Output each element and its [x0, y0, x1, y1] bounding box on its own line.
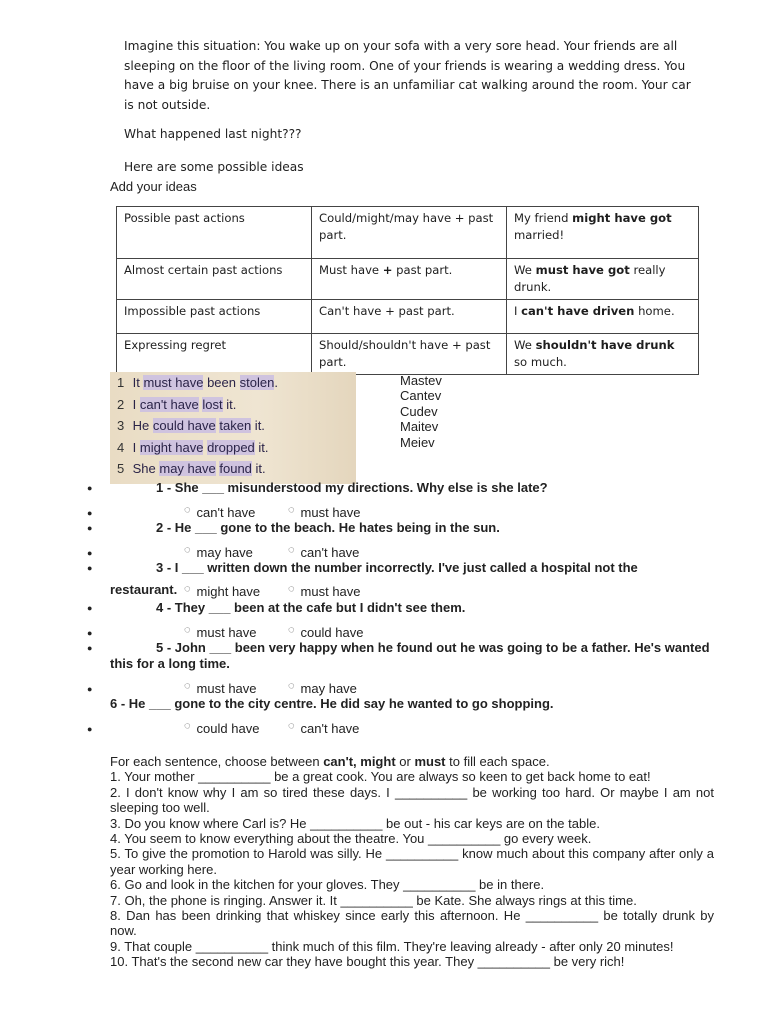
table-row [117, 300, 699, 334]
table-cell: Almost certain past actions [117, 259, 312, 300]
radio-icon: ◌ [184, 720, 191, 732]
exercise-item: 4. You seem to know everything about the theatre. You __________ go every week. [110, 831, 592, 847]
bullet-icon: ● [87, 643, 93, 653]
bullet-icon: ● [87, 483, 93, 493]
question-5: ● 5 - John ___ been very happy when he found out he was going to be a father. He's wanted this for a long time. [87, 640, 710, 671]
option-radio[interactable]: ◌ can't have [288, 544, 360, 560]
bullet-icon: ● [87, 563, 93, 573]
table-cell: We must have got really drunk. [507, 259, 699, 300]
table-cell: My friend might have got married! [507, 207, 699, 259]
example-line: 1 It must have been stolen. [117, 375, 278, 390]
bullet-icon: ● [87, 508, 93, 518]
exercise-item: 6. Go and look in the kitchen for your gloves. They __________ be in there. [110, 877, 545, 893]
ideas-heading: Here are some possible ideas [124, 160, 304, 174]
table-row [117, 259, 699, 300]
options-2 [87, 540, 720, 560]
options-4 [87, 620, 720, 640]
option-radio[interactable]: ◌ may have [184, 544, 253, 560]
option-radio[interactable]: ◌ can't have [288, 720, 360, 736]
radio-icon: ◌ [288, 680, 295, 692]
name-item: Meiev [400, 434, 435, 450]
radio-icon: ◌ [184, 544, 191, 556]
radio-icon: ◌ [184, 624, 191, 636]
exercise-item: 2. I don't know why I am so tired these days. I __________ be working too hard. Or maybe I am not sleeping too well. [110, 784, 714, 816]
bullet-icon: ● [87, 628, 93, 638]
exercise-item: 10. That's the second new car they have bought this year. They __________ be very rich! [110, 954, 625, 970]
radio-icon: ◌ [288, 583, 295, 595]
name-item: Mastev [400, 373, 442, 388]
option-radio[interactable]: ◌ may have [288, 680, 357, 696]
bullet-icon: ● [87, 523, 93, 533]
table-row [117, 334, 699, 375]
question-heading: What happened last night??? [124, 127, 302, 141]
radio-icon: ◌ [288, 504, 295, 516]
exercise-item: 7. Oh, the phone is ringing. Answer it. It __________ be Kate. She always rings at this time. [110, 892, 637, 908]
name-item: Maitev [400, 419, 439, 435]
radio-icon: ◌ [184, 680, 191, 692]
table-cell: Must have + past part. [312, 259, 507, 300]
option-radio[interactable]: ◌ must have [184, 624, 257, 640]
examples-image [110, 372, 356, 484]
table-cell: I can't have driven home. [507, 300, 699, 334]
table-cell: Impossible past actions [117, 300, 312, 334]
bullet-icon: ● [87, 724, 93, 734]
option-radio[interactable]: ◌ could have [288, 624, 364, 640]
table-row [117, 207, 699, 259]
bullet-icon: ● [87, 548, 93, 558]
option-radio[interactable]: ◌ must have [288, 504, 361, 520]
table-cell: We shouldn't have drunk so much. [507, 334, 699, 375]
exercise-item: 5. To give the promotion to Harold was silly. He __________ know much about this company after only a year working here. [110, 846, 714, 877]
example-line: 2 I can't have lost it. [117, 396, 237, 412]
bullet-icon: ● [87, 603, 93, 613]
options-5 [87, 676, 720, 696]
option-radio[interactable]: ◌ can't have [184, 504, 256, 520]
option-radio[interactable]: ◌ must have [288, 583, 361, 599]
modal-verbs-table [116, 206, 699, 375]
table-cell: Could/might/may have + past part. [312, 207, 507, 259]
table-cell: Expressing regret [117, 334, 312, 375]
names-list [400, 373, 442, 450]
question-6: 6 - He ___ gone to the city centre. He did say he wanted to go shopping. [110, 696, 554, 711]
example-line: 5 She may have found it. [117, 461, 266, 477]
option-radio[interactable]: ◌ might have [184, 583, 261, 599]
multiple-choice-list [87, 480, 720, 736]
exercise-item: 3. Do you know where Carl is? He __________ be out - his car keys are on the table. [110, 815, 600, 831]
table-cell: Possible past actions [117, 207, 312, 259]
option-radio[interactable]: ◌ could have [184, 720, 260, 736]
bullet-icon: ● [87, 684, 93, 694]
option-radio[interactable]: ◌ must have [184, 680, 257, 696]
exercise-item: 8. Dan has been drinking that whiskey since early this afternoon. He __________ be totally drunk by now. [110, 908, 714, 939]
radio-icon: ◌ [184, 504, 191, 516]
exercise-item: 9. That couple __________ think much of this film. They're leaving already - after only 20 minutes! [110, 938, 674, 954]
question-2: ● 2 - He ___ gone to the beach. He hates being in the sun. [87, 520, 500, 535]
options-6 [87, 716, 720, 736]
intro-paragraph: Imagine this situation: You wake up on your sofa with a very sore head. Your friends are all sleeping on the floor of the living room. One of your friends is wearing a wedding dress. You have a big bruise on your knee. There is an unfamiliar cat walking around the room. Your car is not outside. [124, 39, 691, 112]
fill-exercise [110, 754, 714, 970]
options-1 [87, 500, 720, 520]
example-line: 3 He could have taken it. [117, 418, 265, 434]
name-item: Cudev [400, 403, 438, 419]
table-cell: Should/shouldn't have + past part. [312, 334, 507, 375]
exercise-item: 1. Your mother __________ be a great cook. You are always so keen to get back home to eat! [110, 769, 651, 785]
question-4: ● 4 - They ___ been at the cafe but I didn't see them. [87, 600, 466, 615]
radio-icon: ◌ [288, 720, 295, 732]
radio-icon: ◌ [288, 544, 295, 556]
instructions: For each sentence, choose between can't, might or must to fill each space. [110, 754, 550, 769]
radio-icon: ◌ [288, 624, 295, 636]
example-line: 4 I might have dropped it. [117, 439, 269, 455]
name-item: Cantev [400, 388, 442, 404]
table-cell: Can't have + past part. [312, 300, 507, 334]
question-1: ● 1 - She ___ misunderstood my directions. Why else is she late? [87, 480, 548, 495]
question-3: ● 3 - I ___ written down the number incorrectly. I've just called a hospital not the restaurant. ◌ might have ◌ must have [87, 560, 638, 599]
radio-icon: ◌ [184, 583, 191, 595]
add-ideas-label: Add your ideas [110, 179, 197, 194]
